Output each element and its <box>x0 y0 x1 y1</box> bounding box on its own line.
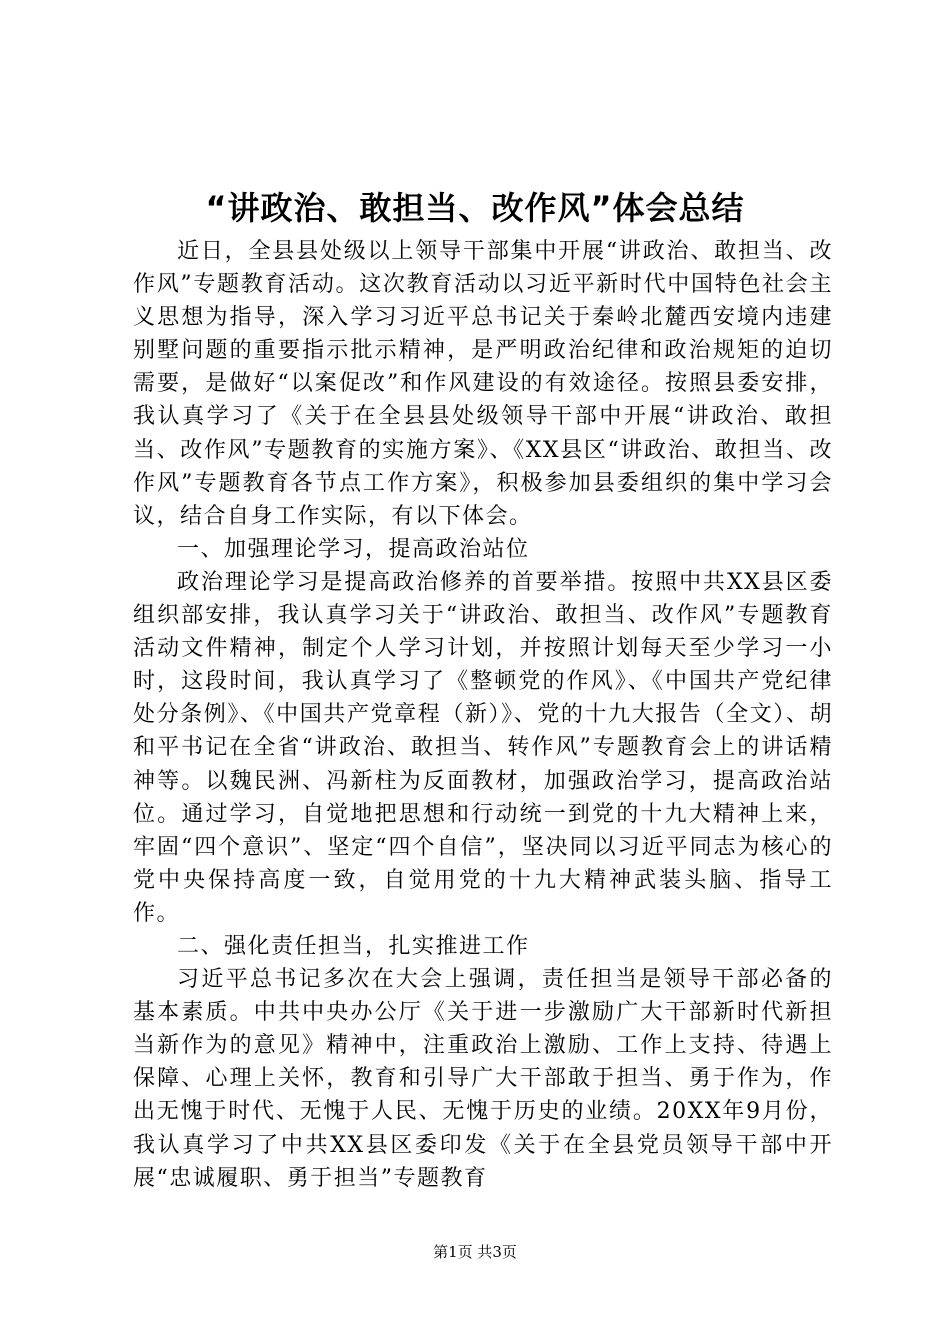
section-2-paragraph: 习近平总书记多次在大会上强调，责任担当是领导干部必备的基本素质。中共中央办公厅《关于进一步激励广大干部新时代新担当新作为的意见》精神中，注重政治上激励、工作上支持、待遇上保障、心理上关怀，教育和引导广大干部敢于担当、勇于作为，作出无愧于时代、无愧于人民、无愧于历史的业绩。20XX年9月份，我认真学习了中共XX县区委印发《关于在全县党员领导干部中开展“忠诚履职、勇于担当”专题教育 <box>133 967 833 1191</box>
section-heading-1: 一、加强理论学习，提高政治站位 <box>177 536 530 562</box>
page-footer: 第1页 共3页 <box>433 1243 517 1261</box>
section-1-paragraph: 政治理论学习是提高政治修养的首要举措。按照中共XX县区委组织部安排，我认真学习关于“讲政治、敢担当、改作风”专题教育活动文件精神，制定个人学习计划，并按照计划每天至少学习一小时，这段时间，我认真学习了《整顿党的作风》、《中国共产党纪律处分条例》、《中国共产党章程（新）》、党的十九大报告（全文）、胡和平书记在全省“讲政治、敢担当、转作风”专题教育会上的讲话精神等。以魏民洲、冯新柱为反面教材，加强政治学习，提高政治站位。通过学习，自觉地把思想和行动统一到党的十九大精神上来，牢固“四个意识”、坚定“四个自信”，坚决同以习近平同志为核心的党中央保持高度一致，自觉用党的十九大精神武装头脑、指导工作。 <box>133 569 833 926</box>
intro-paragraph: 近日，全县县处级以上领导干部集中开展“讲政治、敢担当、改作风”专题教育活动。这次教育活动以习近平新时代中国特色社会主义思想为指导，深入学习习近平总书记关于秦岭北麓西安境内违建别墅问题的重要指示批示精神，是严明政治纪律和政治规矩的迫切需要，是做好“以案促改”和作风建设的有效途径。按照县委安排，我认真学习了《关于在全县县处级领导干部中开展“讲政治、敢担当、改作风”专题教育的实施方案》、《XX县区“讲政治、敢担当、改作风”专题教育各节点工作方案》，积极参加县委组织的集中学习会议，结合自身工作实际，有以下体会。 <box>133 239 833 529</box>
section-heading-2: 二、强化责任担当，扎实推进工作 <box>177 933 530 959</box>
document-title: “讲政治、敢担当、改作风”体会总结 <box>205 189 745 227</box>
document-body <box>133 235 833 1195</box>
